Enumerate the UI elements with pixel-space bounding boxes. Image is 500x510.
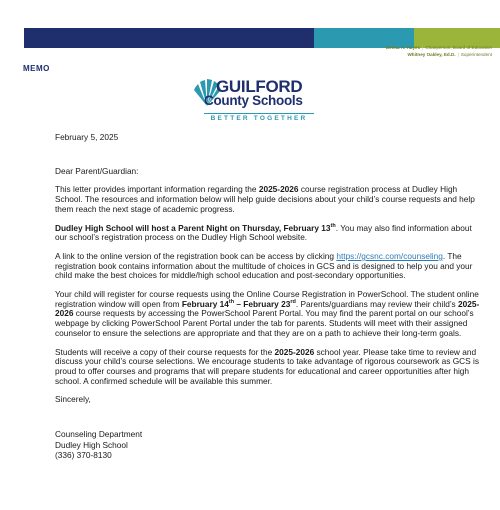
- letter-date: February 5, 2025: [55, 132, 119, 142]
- letter-body: [55, 133, 485, 461]
- paragraph-powerschool: Your child will register for course requests using the Online Course Registration in PowerSchool. The student online registration window will open from February 14th – February 23rd. Parents/guardians may review their child’s 2025-2026 course requests by accessing the PowerSchool Parent Portal. You may find the parent portal on our school’s webpage by clicking PowerSchool Parent Portal under the tab for parents. Students will meet with their assigned counselor to ensure the selections are appropriate and that they are on a path to achieve their long-term goals.: [55, 289, 480, 338]
- logo-tagline: BETTER TOGETHER: [204, 113, 314, 122]
- memo-label: MEMO: [23, 64, 50, 73]
- paragraph-course-copy: Students will receive a copy of their course requests for the 2025-2026 school year. Please take time to review and discuss your child’s course selections. We encourage students to take advantage of rigorous coursework as GCS is proud to offer courses and programs that will prepare students for educational and career opportunities after high school. A confirmed schedule will be available this summer.: [55, 346, 479, 386]
- logo-text-guilford: GUILFORD: [216, 77, 303, 96]
- board-line-superintendent: Whitney Oakley, Ed.D. | Superintendent: [407, 51, 492, 57]
- header-bar-navy: [24, 28, 314, 48]
- letter-greeting: Dear Parent/Guardian:: [55, 165, 139, 176]
- signature-school: Dudley High School: [55, 439, 128, 450]
- counseling-link[interactable]: https://gcsnc.com/counseling: [336, 250, 443, 261]
- logo-text-county-schools: County Schools: [204, 93, 303, 108]
- board-info: [386, 45, 492, 58]
- board-line-chair: Deena A. Hayes | Chairperson, Board of Education: [385, 45, 492, 50]
- paragraph-registration-book: A link to the online version of the registration book can be access by clicking https://gcsnc.com/counseling. The registration book contains information about the multitude of choices in GCS and is designed to help you and your child make the best choices for middle/high school education and post-secondary opportunities.: [55, 250, 473, 281]
- signature-phone: (336) 370-8130: [55, 450, 112, 461]
- signature-department: Counseling Department: [55, 429, 143, 440]
- letter-closing: Sincerely,: [55, 394, 91, 405]
- signature-block: [55, 429, 485, 461]
- guilford-logo: [190, 74, 320, 130]
- paragraph-intro: This letter provides important information regarding the 2025-2026 course registration process at Dudley High School. The resources and information below will help guide decisions about your child’s course requests and help them reach the next stage of academic progress.: [55, 184, 475, 214]
- paragraph-parent-night: Dudley High School will host a Parent Night on Thursday, February 13th. You may also find information about our school’s registration process on the Dudley High School website.: [55, 222, 472, 243]
